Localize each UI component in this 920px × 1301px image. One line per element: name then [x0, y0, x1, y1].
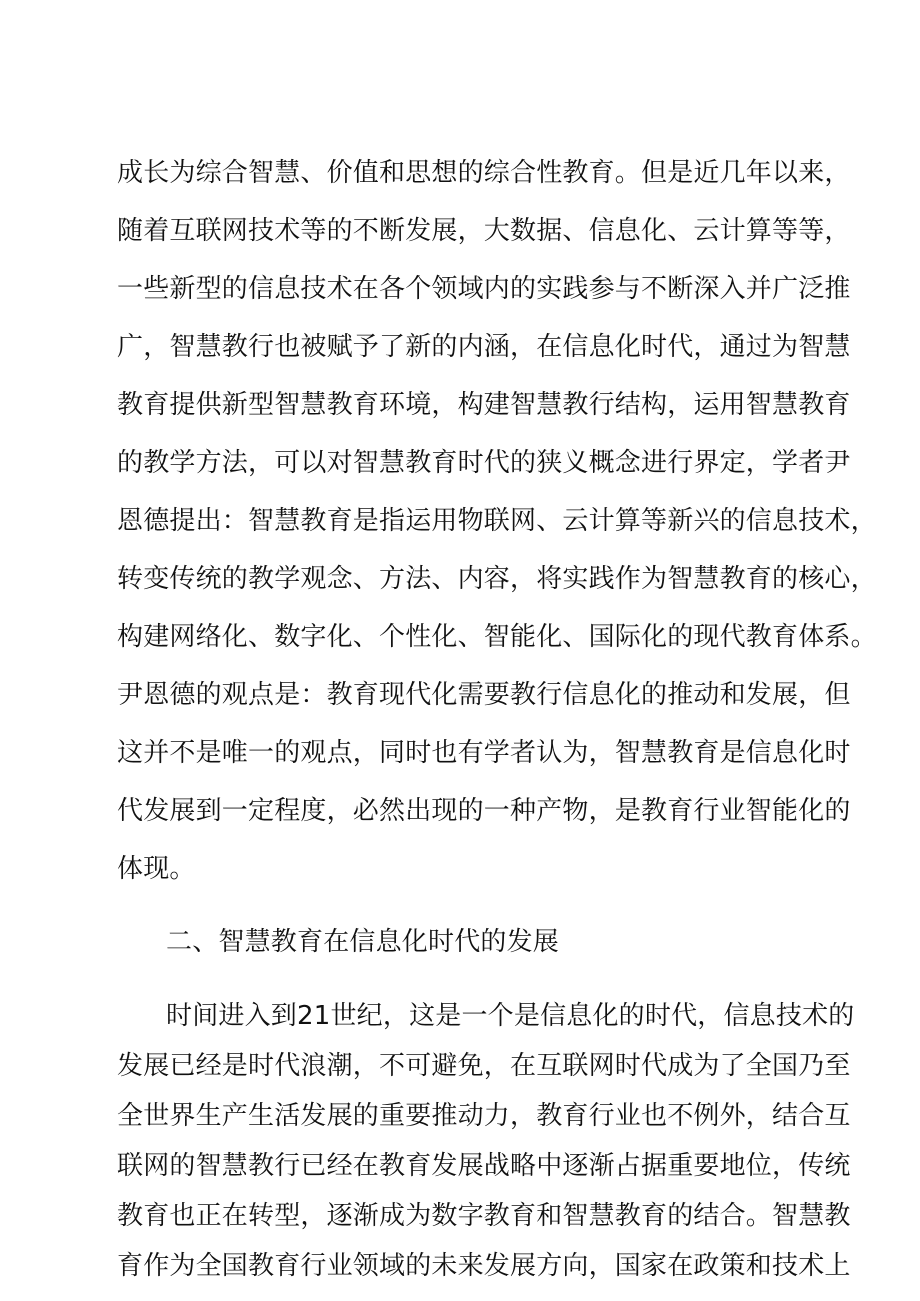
paragraph-line: 广，智慧教行也被赋予了新的内涵，在信息化时代，通过为智慧	[117, 332, 851, 362]
paragraph-line: 成长为综合智慧、价值和思想的综合性教育。但是近几年以来，	[117, 158, 851, 188]
paragraph-line: 教育提供新型智慧教育环境，构建智慧教行结构，运用智慧教育	[117, 390, 851, 420]
paragraph-line: 代发展到一定程度，必然出现的一种产物，是教育行业智能化的	[117, 796, 851, 826]
paragraph-line: 随着互联网技术等的不断发展，大数据、信息化、云计算等等，	[117, 216, 851, 246]
paragraph-line: 教育也正在转型，逐渐成为数字教育和智慧教育的结合。智慧教	[117, 1201, 851, 1231]
paragraph-line: 转变传统的教学观念、方法、内容，将实践作为智慧教育的核心，	[117, 564, 877, 594]
paragraph-line: 这并不是唯一的观点，同时也有学者认为，智慧教育是信息化时	[117, 738, 851, 768]
paragraph-line: 一些新型的信息技术在各个领域内的实践参与不断深入并广泛推	[117, 274, 851, 304]
paragraph-line: 尹恩德的观点是：教育现代化需要教行信息化的推动和发展，但	[117, 680, 851, 710]
paragraph-line: 发展已经是时代浪潮，不可避免，在互联网时代成为了全国乃至	[117, 1051, 851, 1081]
paragraph-line: 的教学方法，可以对智慧教育时代的狭义概念进行界定，学者尹	[117, 448, 851, 478]
paragraph-line: 联网的智慧教行已经在教育发展战略中逐渐占据重要地位，传统	[117, 1151, 851, 1181]
paragraph-line: 构建网络化、数字化、个性化、智能化、国际化的现代教育体系。	[117, 622, 877, 652]
paragraph-line: 育作为全国教育行业领域的未来发展方向，国家在政策和技术上	[117, 1251, 851, 1281]
paragraph-line: 时间进入到21世纪，这是一个是信息化的时代，信息技术的	[166, 1001, 855, 1031]
section-heading: 二、智慧教育在信息化时代的发展	[166, 927, 560, 957]
paragraph-line: 全世界生产生活发展的重要推动力，教育行业也不例外，结合互	[117, 1101, 851, 1131]
paragraph-line: 恩德提出：智慧教育是指运用物联网、云计算等新兴的信息技术，	[117, 506, 877, 536]
paragraph-line: 体现。	[117, 854, 196, 884]
